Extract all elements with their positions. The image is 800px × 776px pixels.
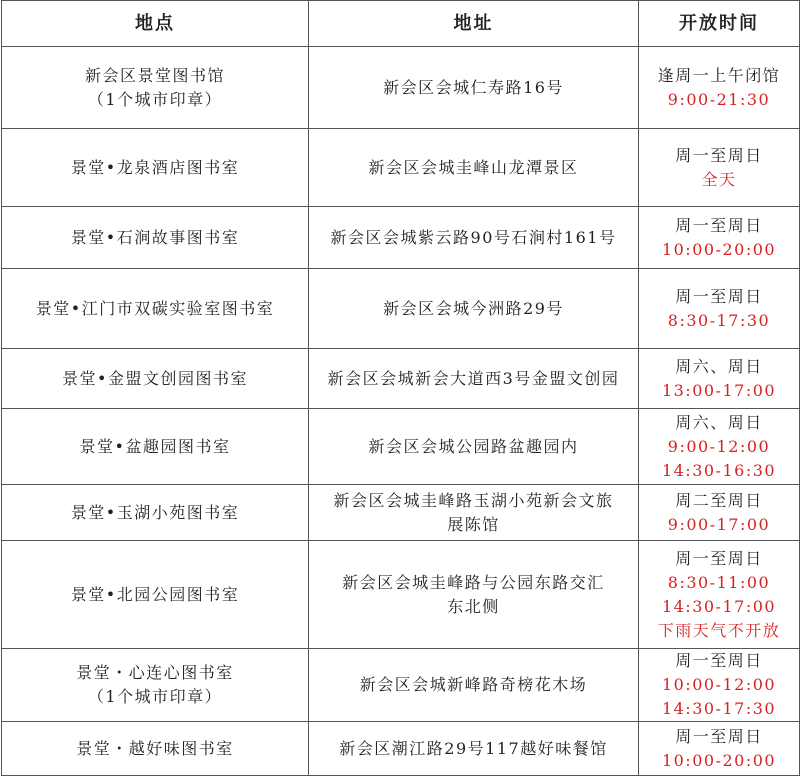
hours-line: 8:30-11:00 (667, 572, 771, 592)
hours-cell (639, 649, 800, 722)
hours-cell (639, 409, 800, 485)
address-cell (309, 207, 639, 269)
location-cell-line: 景堂•金盟文创园图书室 (62, 368, 248, 388)
hours-line: 周一至周日 (675, 651, 763, 670)
location-cell (2, 207, 309, 269)
hours-line: 周一至周日 (675, 286, 763, 306)
table-row (2, 541, 800, 649)
address-cell-line: 新会区会城公园路盆趣园内 (368, 436, 579, 456)
hours-line: 10:00-12:00 (661, 675, 777, 694)
location-cell-line: 景堂•石涧故事图书室 (70, 227, 240, 247)
address-cell-line: 新会区会城圭峰路玉湖小苑新会文旅 (333, 490, 614, 510)
address-cell-line: 新会区会城仁寿路16号 (383, 77, 564, 97)
hours-cell (639, 541, 800, 649)
address-cell-line: 新会区会城紫云路90号石涧村161号 (330, 227, 617, 247)
table-row (2, 649, 800, 722)
location-cell-line: 景堂・心连心图书室 (76, 663, 234, 682)
location-cell (2, 541, 309, 649)
hours-line: 14:30-17:00 (661, 596, 777, 616)
table-row (2, 349, 800, 409)
hours-line: 周一至周日 (675, 215, 763, 235)
address-cell-line: 新会区会城圭峰路与公园东路交汇 (342, 572, 605, 592)
location-cell-line: 景堂•龙泉酒店图书室 (70, 157, 240, 177)
hours-line: 13:00-17:00 (661, 380, 777, 400)
hours-line: 周二至周日 (675, 490, 763, 510)
hours-line: 周一至周日 (675, 145, 763, 165)
header-hours: 开放时间 (639, 1, 800, 47)
hours-line: 14:30-16:30 (661, 460, 777, 480)
location-cell (2, 409, 309, 485)
address-cell (309, 649, 639, 722)
table-header-row (2, 1, 800, 47)
hours-cell (639, 129, 800, 207)
table-row (2, 207, 800, 269)
address-cell-line: 新会区会城新会大道西3号金盟文创园 (327, 368, 620, 388)
location-cell (2, 722, 309, 776)
location-cell (2, 269, 309, 349)
location-cell (2, 129, 309, 207)
library-table (1, 0, 800, 776)
table-row (2, 485, 800, 541)
hours-cell (639, 485, 800, 541)
table-row (2, 47, 800, 129)
address-cell (309, 349, 639, 409)
table-row (2, 409, 800, 485)
address-cell (309, 47, 639, 129)
hours-cell (639, 207, 800, 269)
address-cell (309, 722, 639, 776)
location-cell (2, 485, 309, 541)
location-cell (2, 349, 309, 409)
location-cell (2, 649, 309, 722)
hours-line: 周一至周日 (675, 548, 763, 568)
header-address: 地址 (309, 1, 639, 47)
address-cell-line: 东北侧 (447, 596, 500, 616)
hours-line: 9:00-12:00 (667, 436, 771, 456)
address-cell-line: 新会区会城新峰路奇榜花木场 (359, 675, 588, 694)
location-cell-line: 新会区景堂图书馆 (84, 65, 225, 85)
hours-cell (639, 349, 800, 409)
hours-line: 8:30-17:30 (667, 310, 771, 330)
location-cell (2, 47, 309, 129)
location-cell-line: 景堂・越好味图书室 (76, 738, 234, 758)
table-row (2, 129, 800, 207)
location-cell-line: 景堂•江门市双碳实验室图书室 (35, 298, 275, 318)
address-cell (309, 485, 639, 541)
address-cell-line: 展陈馆 (447, 514, 500, 534)
address-cell (309, 269, 639, 349)
hours-line: 下雨天气不开放 (657, 620, 781, 640)
address-cell-line: 新会区潮江路29号117越好味餐馆 (339, 738, 608, 758)
hours-line: 全天 (701, 169, 737, 189)
hours-line: 周一至周日 (675, 726, 763, 746)
hours-line: 9:00-17:00 (667, 514, 771, 534)
location-cell-line: 景堂•玉湖小苑图书室 (70, 502, 240, 522)
hours-line: 14:30-17:30 (661, 699, 777, 718)
hours-cell (639, 47, 800, 129)
address-cell-line: 新会区会城圭峰山龙潭景区 (368, 157, 579, 177)
hours-line: 周六、周日 (675, 356, 763, 376)
location-cell-line: （1个城市印章） (87, 89, 223, 109)
address-cell (309, 129, 639, 207)
location-cell-line: 景堂•盆趣园图书室 (79, 436, 231, 456)
header-location: 地点 (2, 1, 309, 47)
address-cell-line: 新会区会城今洲路29号 (383, 298, 564, 318)
location-cell-line: 景堂•北园公园图书室 (70, 584, 240, 604)
hours-cell (639, 269, 800, 349)
hours-line: 10:00-20:00 (661, 750, 777, 770)
hours-line: 9:00-21:30 (667, 89, 771, 109)
hours-cell (639, 722, 800, 776)
address-cell (309, 409, 639, 485)
hours-line: 10:00-20:00 (661, 239, 777, 259)
hours-line: 逢周一上午闭馆 (657, 65, 781, 85)
table-row (2, 269, 800, 349)
table-row (2, 722, 800, 776)
address-cell (309, 541, 639, 649)
location-cell-line: （1个城市印章） (87, 687, 223, 706)
hours-line: 周六、周日 (675, 412, 763, 432)
